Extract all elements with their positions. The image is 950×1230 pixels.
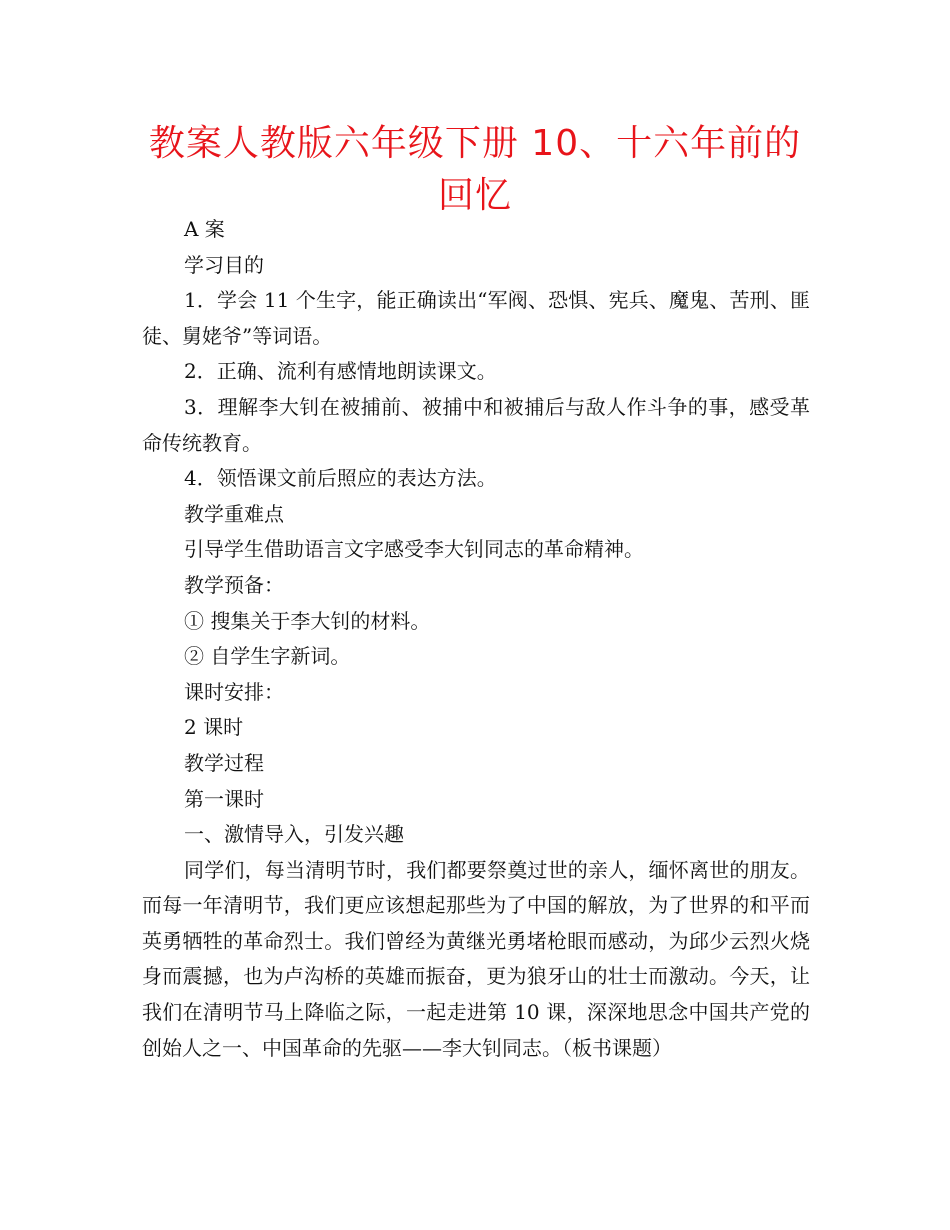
document-title: 教案人教版六年级下册 10、十六年前的回忆 [148,123,802,216]
goal-item-4: 4．领悟课文前后照应的表达方法。 [184,466,497,491]
key-points-text: 引导学生借助语言文字感受李大钊同志的革命精神。 [184,537,644,562]
heading-learning-goals: 学习目的 [184,252,264,277]
goal-item-3: 3．理解李大钊在被捕前、被捕中和被捕后与敌人作斗争的事，感受革命传统教育。 [142,394,810,455]
goal-item-1: 1．学会 11 个生字，能正确读出“军阀、恐惧、宪兵、魔鬼、苦刑、匪徒、舅姥爷”等词语。 [142,288,810,348]
heading-schedule: 课时安排： [184,679,284,704]
heading-first-lesson: 第一课时 [184,786,264,811]
document-body [142,212,810,1066]
schedule-text: 2 课时 [184,715,244,740]
heading-key-points: 教学重难点 [184,501,284,526]
heading-process: 教学过程 [184,750,264,775]
heading-preparation: 教学预备： [184,572,284,597]
paragraph-plan-label: A 案 [184,217,225,241]
preparation-item-1: ① 搜集关于李大钊的材料。 [184,608,431,633]
section-heading-intro: 一、激情导入，引发兴趣 [184,822,404,847]
goal-item-2: 2．正确、流利有感情地朗读课文。 [184,359,497,384]
intro-paragraph: 同学们，每当清明节时，我们都要祭奠过世的亲人，缅怀离世的朋友。而每一年清明节，我们更应该想起那些为了中国的解放，为了世界的和平而英勇牺牲的革命烈士。我们曾经为黄继光勇堵枪眼而感动，为邱少云烈火烧身而震撼，也为卢沟桥的英雄而振奋，更为狼牙山的壮士而激动。今天，让我们在清明节马上降临之际，一起走进第 10 课，深深地思念中国共产党的创始人之一、中国革命的先驱——李大钊同志。（板书课题） [142,857,810,1060]
preparation-item-2: ② 自学生字新词。 [184,644,351,669]
